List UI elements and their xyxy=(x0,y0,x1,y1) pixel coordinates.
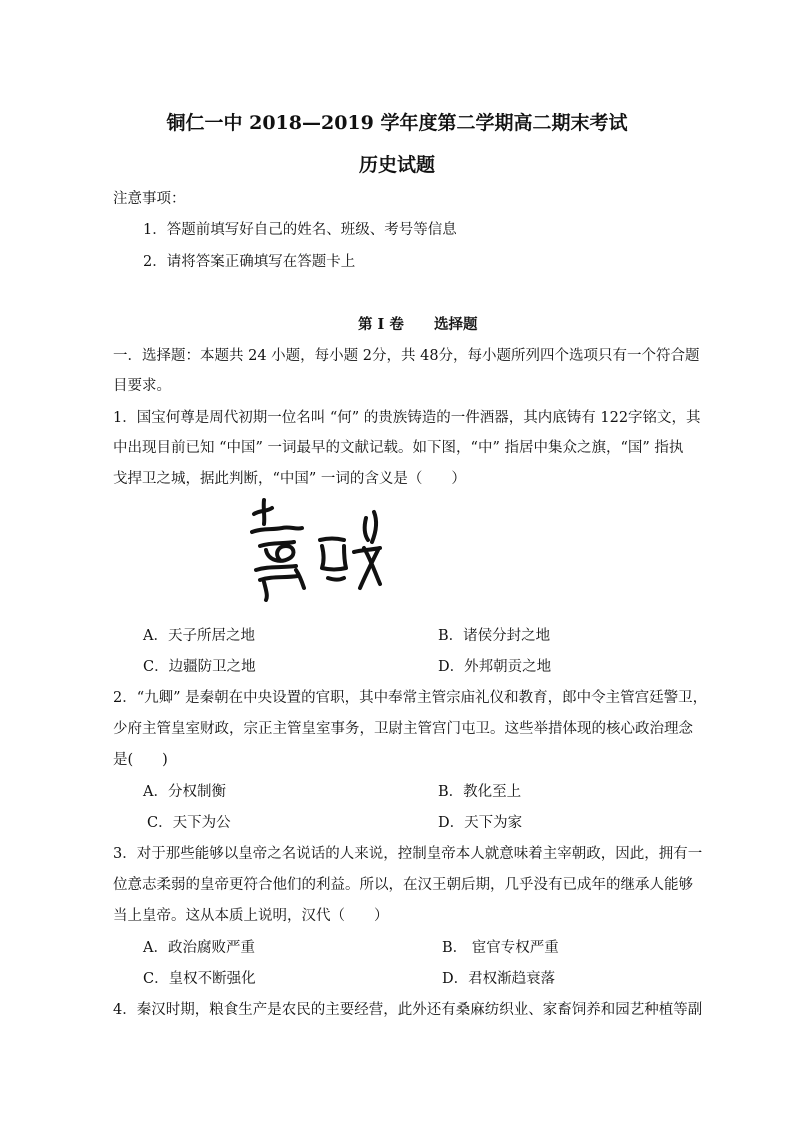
question-1-option-c: C．边疆防卫之地 xyxy=(143,659,256,675)
question-1-option-d: D．外邦朝贡之地 xyxy=(438,659,552,675)
notice-item-1: 1．答题前填写好自己的姓名、班级、考号等信息 xyxy=(143,222,457,238)
notice-item-2: 2．请将答案正确填写在答题卡上 xyxy=(143,254,356,270)
question-3-option-b: B． 宦官专权严重 xyxy=(442,940,559,956)
question-2-option-a: A．分权制衡 xyxy=(143,784,226,800)
question-3-line-3: 当上皇帝。这从本质上说明，汉代（ ） xyxy=(113,908,389,924)
question-1-line-2: 中出现目前已知 “中国” 一词最早的文献记载。如下图，“中” 指居中集众之旗，“国” 指执 xyxy=(113,440,684,456)
section-instruction-line-2: 目要求。 xyxy=(113,378,171,394)
question-2-line-3: 是( ) xyxy=(113,752,168,768)
question-1-option-b: B．诸侯分封之地 xyxy=(438,628,551,644)
section-instruction-line-1: 一．选择题：本题共 24 小题，每小题 2分，共 48分，每小题所列四个选项只有一个符合题 xyxy=(113,348,700,364)
bronze-inscription-image xyxy=(250,492,390,602)
notice-heading: 注意事项： xyxy=(113,191,186,207)
question-2-line-1: 2．“九卿” 是秦朝在中央设置的官职，其中奉常主管宗庙礼仪和教育，郎中令主管宫廷警卫， xyxy=(113,690,708,706)
section-name: 选择题 xyxy=(434,316,478,333)
question-3-option-d: D．君权渐趋衰落 xyxy=(442,971,556,987)
question-3-line-1: 3．对于那些能够以皇帝之名说话的人来说，控制皇帝本人就意味着主宰朝政，因此，拥有一 xyxy=(113,846,703,862)
question-4-line-1: 4．秦汉时期，粮食生产是农民的主要经营，此外还有桑麻纺织业、家畜饲养和园艺种植等副 xyxy=(113,1002,703,1018)
question-1-line-1: 1．国宝何尊是周代初期一位名叫 “何” 的贵族铸造的一件酒器，其内底铸有 122字铭文，其 xyxy=(113,410,701,426)
question-2-option-b: B．教化至上 xyxy=(438,784,522,800)
question-1-option-a: A．天子所居之地 xyxy=(143,628,255,644)
exam-subject: 历史试题 xyxy=(358,154,435,176)
question-1-line-3: 戈捍卫之城，据此判断，“中国” 一词的含义是（ ） xyxy=(113,471,466,487)
question-3-option-a: A．政治腐败严重 xyxy=(143,940,255,956)
question-3-line-2: 位意志柔弱的皇帝更符合他们的利益。所以，在汉王朝后期，几乎没有已成年的继承人能够 xyxy=(113,877,693,893)
question-2-option-c: C．天下为公 xyxy=(147,815,231,831)
section-volume: 第 I 卷 xyxy=(358,316,404,333)
question-2-option-d: D．天下为家 xyxy=(438,815,523,831)
question-3-option-c: C．皇权不断强化 xyxy=(143,971,256,987)
exam-title: 铜仁一中 2018—2019 学年度第二学期高二期末考试 xyxy=(166,112,628,134)
question-2-line-2: 少府主管皇室财政，宗正主管皇室事务，卫尉主管宫门屯卫。这些举措体现的核心政治理念 xyxy=(113,721,693,737)
